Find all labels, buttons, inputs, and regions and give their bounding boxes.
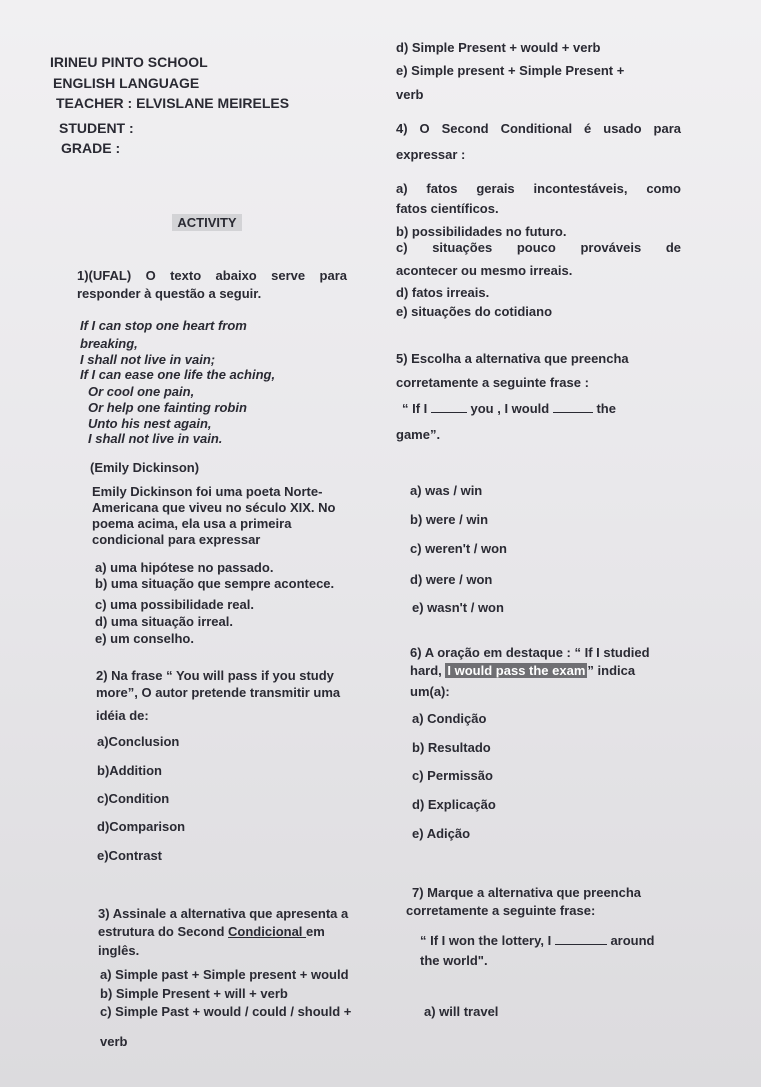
q6-option-b: b) Resultado (412, 740, 491, 755)
q2-option-a: a)Conclusion (97, 734, 180, 749)
school-name: IRINEU PINTO SCHOOL (50, 54, 208, 70)
q1-option-a: a) uma hipótese no passado. (95, 560, 274, 575)
q5-sentence-cont: game”. (396, 427, 441, 442)
grade-label: GRADE : (61, 140, 121, 156)
q6-line3: um(a): (410, 684, 450, 699)
q1-intro-line2: responder à questão a seguir. (77, 286, 262, 301)
poem-line: I shall not live in vain; (80, 352, 216, 367)
q7-line1: 7) Marque a alternativa que preencha (412, 885, 642, 900)
q2-line3: idéia de: (96, 708, 149, 723)
q1-body-line: condicional para expressar (92, 532, 261, 547)
q5-sentence: “ If I you , I would the (402, 401, 616, 416)
q2-line2: more”, O autor pretende transmitir uma (96, 685, 341, 700)
q5-option-e: e) wasn't / won (412, 600, 504, 615)
q5-blank-1 (431, 402, 467, 413)
q2-option-e: e)Contrast (97, 848, 163, 863)
q4-line1: 4) O Second Conditional é usado para (396, 121, 681, 136)
q6-highlighted-clause: I would pass the exam (447, 663, 586, 678)
q6-line1: 6) A oração em destaque : “ If I studied (410, 645, 650, 660)
q7-line2: corretamente a seguinte frase: (406, 903, 596, 918)
q4-option-b: b) possibilidades no futuro. (396, 224, 567, 239)
q4-option-c: c) situações pouco prováveis de (396, 240, 681, 255)
q3-option-d: d) Simple Present + would + verb (396, 40, 601, 55)
q6-option-e: e) Adição (412, 826, 471, 841)
q4-option-a-cont: fatos científicos. (396, 201, 499, 216)
q1-option-c: c) uma possibilidade real. (95, 597, 254, 612)
q7-sentence-cont: the world". (420, 953, 488, 968)
q1-body-line: poema acima, ela usa a primeira (92, 516, 292, 531)
q5-option-b: b) were / win (410, 512, 489, 527)
q7-sentence: “ If I won the lottery, I around (420, 933, 655, 948)
q4-line2: expressar : (396, 147, 466, 162)
poem-line: If I can ease one life the aching, (80, 367, 276, 382)
q3-option-c-cont: verb (100, 1034, 128, 1049)
q3-line2: estrutura do Second Condicional em (98, 924, 325, 939)
q4-option-a: a) fatos gerais incontestáveis, como (396, 181, 681, 196)
q5-line1: 5) Escolha a alternativa que preencha (396, 351, 629, 366)
student-label: STUDENT : (59, 120, 134, 136)
q2-line1: 2) Na frase “ You will pass if you study (96, 668, 334, 683)
q1-body-line: Emily Dickinson foi uma poeta Norte- (92, 484, 323, 499)
q5-line2: corretamente a seguinte frase : (396, 375, 589, 390)
q5-option-d: d) were / won (410, 572, 493, 587)
q5-option-a: a) was / win (410, 483, 483, 498)
poem-line: breaking, (80, 336, 138, 351)
q1-option-d: d) uma situação irreal. (95, 614, 233, 629)
q5-blank-2 (553, 402, 593, 413)
q6-line2: hard, I would pass the exam ” indica (410, 663, 636, 678)
q6-option-c: c) Permissão (412, 768, 493, 783)
q7-blank (555, 934, 607, 945)
q3-option-e-cont: verb (396, 87, 424, 102)
q2-option-d: d)Comparison (97, 819, 186, 834)
poem-author: (Emily Dickinson) (90, 460, 200, 475)
q3-option-a: a) Simple past + Simple present + would (100, 967, 349, 982)
q3-underlined-word: Condicional (228, 924, 307, 939)
q5-option-c: c) weren't / won (410, 541, 507, 556)
q3-option-c: c) Simple Past + would / could / should + (100, 1004, 352, 1019)
teacher-name: TEACHER : ELVISLANE MEIRELES (56, 95, 290, 111)
q6-option-d: d) Explicação (412, 797, 496, 812)
q3-line3: inglês. (98, 943, 140, 958)
poem-line: I shall not live in vain. (88, 431, 223, 446)
poem-line: If I can stop one heart from (80, 318, 247, 333)
q1-body-line: Americana que viveu no século XIX. No (92, 500, 336, 515)
poem-line: Or cool one pain, (88, 384, 195, 399)
q4-option-e: e) situações do cotidiano (396, 304, 553, 319)
q1-intro-line1: 1)(UFAL) O texto abaixo serve para (77, 268, 347, 283)
q3-line1: 3) Assinale a alternativa que apresenta a (98, 906, 349, 921)
q1-option-b: b) uma situação que sempre acontece. (95, 576, 335, 591)
q1-option-e: e) um conselho. (95, 631, 194, 646)
q2-option-c: c)Condition (97, 791, 170, 806)
q6-option-a: a) Condição (412, 711, 487, 726)
q4-option-c-cont: acontecer ou mesmo irreais. (396, 263, 573, 278)
q2-option-b: b)Addition (97, 763, 162, 778)
poem-line: Unto his nest again, (88, 416, 212, 431)
q3-option-b: b) Simple Present + will + verb (100, 986, 288, 1001)
q3-option-e: e) Simple present + Simple Present + (396, 63, 625, 78)
poem-line: Or help one fainting robin (88, 400, 247, 415)
q7-option-a: a) will travel (424, 1004, 499, 1019)
q4-option-d: d) fatos irreais. (396, 285, 490, 300)
activity-heading: ACTIVITY (172, 214, 242, 231)
subject-name: ENGLISH LANGUAGE (53, 75, 200, 91)
